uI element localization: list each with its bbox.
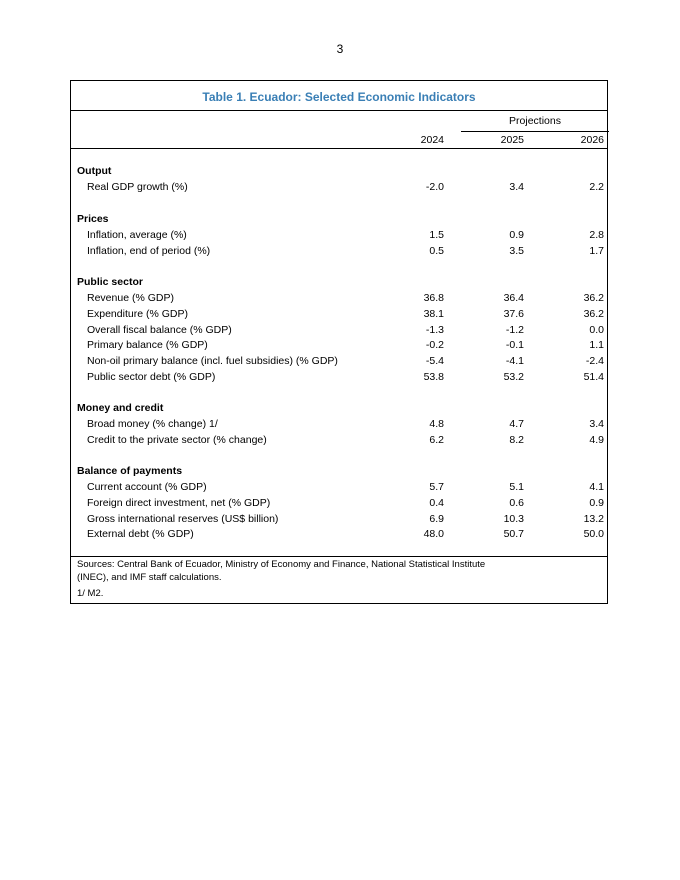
row-label: External debt (% GDP): [87, 528, 194, 541]
row-label: Inflation, end of period (%): [87, 244, 211, 257]
table-row: [71, 308, 607, 323]
value-2026: 3.4: [589, 418, 604, 430]
table-row: [71, 339, 607, 354]
value-2025: 5.1: [509, 481, 524, 493]
row-label: Broad money (% change) 1/: [87, 418, 218, 430]
value-2026: 0.9: [589, 496, 604, 509]
table-row: [71, 528, 607, 543]
value-2025: 3.4: [509, 181, 524, 193]
value-2026: 13.2: [583, 512, 604, 525]
value-2026: 2.8: [589, 229, 604, 241]
row-label: Revenue (% GDP): [87, 292, 174, 304]
row-label: Overall fiscal balance (% GDP): [87, 323, 232, 336]
value-2026: 50.0: [583, 528, 604, 541]
value-2024: 48.0: [423, 528, 444, 541]
year-header-2024: 2024: [420, 134, 444, 146]
row-label: Inflation, average (%): [87, 229, 187, 241]
footnote-1: 1/ M2.: [77, 588, 104, 599]
value-2024: -5.4: [425, 355, 444, 367]
row-label: Real GDP growth (%): [87, 181, 188, 193]
section-heading: Public sector: [77, 276, 143, 288]
row-label: Non-oil primary balance (incl. fuel subsidies) (% GDP): [87, 355, 338, 367]
value-2024: 4.8: [429, 418, 444, 430]
value-2025: 3.5: [509, 244, 524, 257]
projections-label: Projections: [509, 115, 561, 127]
table-title: Table 1. Ecuador: Selected Economic Indicators: [202, 90, 476, 104]
value-2026: 1.1: [589, 339, 604, 352]
row-label: Credit to the private sector (% change): [87, 433, 267, 446]
section-heading: Output: [77, 165, 112, 177]
table-row: [71, 513, 607, 528]
section-heading: Prices: [77, 213, 109, 225]
indicators-table: [70, 80, 608, 604]
table-row: [71, 245, 607, 260]
value-2025: 36.4: [503, 292, 524, 304]
row-label: Expenditure (% GDP): [87, 307, 188, 320]
table-row: [71, 418, 607, 433]
value-2024: -1.3: [425, 323, 444, 336]
table-row: [71, 371, 607, 386]
value-2024: -2.0: [425, 181, 444, 193]
value-2026: 36.2: [583, 307, 604, 320]
year-header-2026: 2026: [580, 134, 604, 146]
value-2025: -1.2: [505, 323, 524, 336]
value-2025: 53.2: [503, 370, 524, 383]
title-divider: [71, 110, 607, 111]
row-label: Gross international reserves (US$ billion): [87, 512, 279, 525]
value-2025: 0.9: [509, 229, 524, 241]
page-number: 3: [336, 42, 344, 56]
footer-divider: [71, 556, 607, 557]
value-2025: 8.2: [509, 433, 524, 446]
table-row: [71, 434, 607, 449]
section-heading: Balance of payments: [77, 465, 183, 477]
header-divider: [71, 148, 607, 149]
table-row: [71, 181, 607, 196]
value-2024: 36.8: [423, 292, 444, 304]
sources-note: Sources: Central Bank of Ecuador, Ministry of Economy and Finance, National Statistical Institute (INEC), and IMF staff calculations.: [77, 559, 486, 583]
year-header-2025: 2025: [500, 134, 524, 146]
value-2024: 53.8: [423, 370, 444, 383]
value-2025: 10.3: [503, 512, 524, 525]
row-label: Public sector debt (% GDP): [87, 370, 216, 383]
value-2024: 5.7: [429, 481, 444, 493]
value-2026: -2.4: [585, 355, 604, 367]
value-2024: 0.4: [429, 496, 444, 509]
value-2025: -4.1: [505, 355, 524, 367]
table-row: [71, 355, 607, 370]
value-2024: 6.2: [429, 433, 444, 446]
value-2025: -0.1: [505, 339, 524, 352]
value-2024: 0.5: [429, 244, 444, 257]
table-row: [71, 292, 607, 307]
table-row: [71, 229, 607, 244]
table-row: [71, 324, 607, 339]
value-2024: 1.5: [429, 229, 444, 241]
value-2026: 36.2: [583, 292, 604, 304]
value-2026: 4.1: [589, 481, 604, 493]
table-row: [71, 497, 607, 512]
section-heading: Money and credit: [77, 402, 164, 414]
value-2024: 38.1: [423, 307, 444, 320]
value-2026: 2.2: [589, 181, 604, 193]
value-2026: 4.9: [589, 433, 604, 446]
value-2025: 0.6: [509, 496, 524, 509]
table-row: [71, 481, 607, 496]
value-2026: 1.7: [589, 244, 604, 257]
value-2024: -0.2: [425, 339, 444, 352]
projections-underline: [461, 131, 609, 132]
row-label: Primary balance (% GDP): [87, 339, 208, 352]
row-label: Foreign direct investment, net (% GDP): [87, 496, 271, 509]
row-label: Current account (% GDP): [87, 481, 207, 493]
value-2025: 4.7: [509, 418, 524, 430]
value-2025: 37.6: [503, 307, 524, 320]
value-2024: 6.9: [429, 512, 444, 525]
value-2026: 51.4: [583, 370, 604, 383]
value-2025: 50.7: [503, 528, 524, 541]
value-2026: 0.0: [589, 323, 604, 336]
